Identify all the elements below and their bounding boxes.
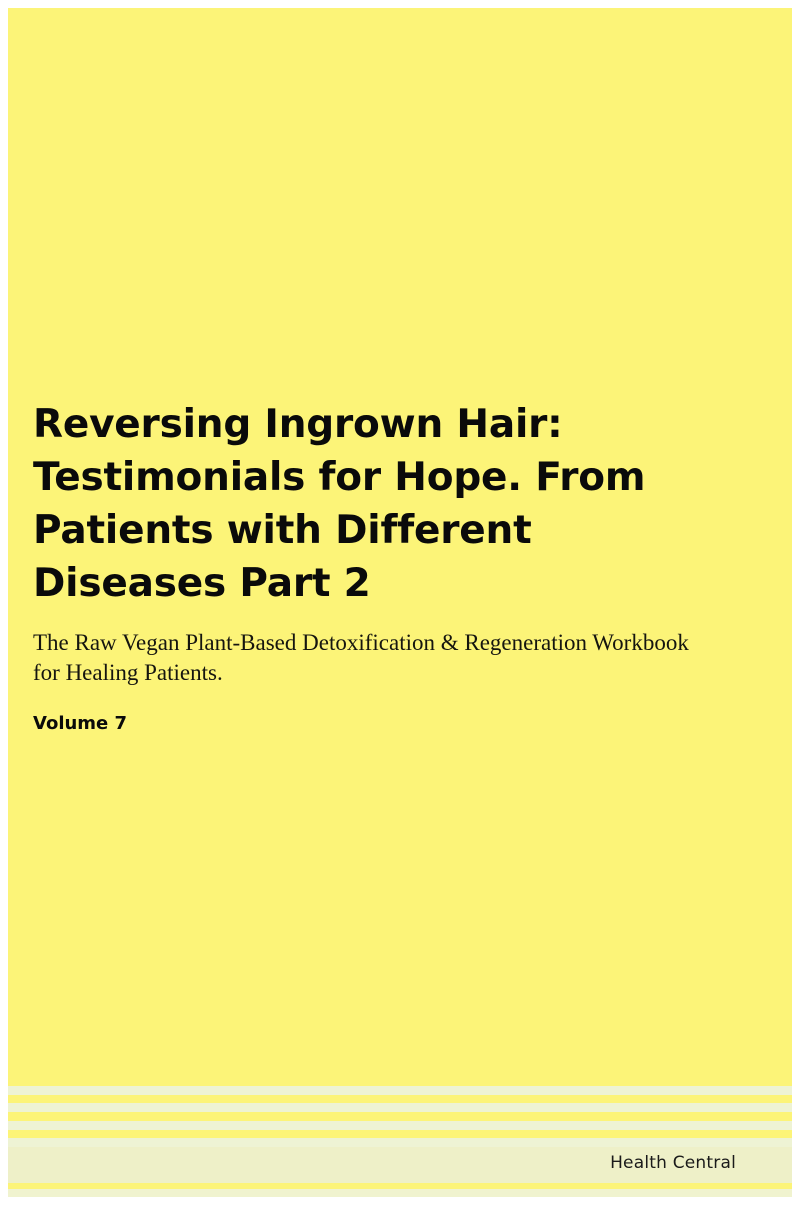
cover-title-block (33, 398, 733, 736)
stripe-7 (8, 1138, 792, 1147)
book-title: Reversing Ingrown Hair: Testimonials for Hope. From Patients with Different Diseases Part 2 (33, 402, 646, 606)
book-subtitle: The Raw Vegan Plant-Based Detoxification & Regeneration Workbook for Healing Patients. (33, 630, 689, 685)
stripe-10 (8, 1189, 792, 1197)
stripe-3 (8, 1103, 792, 1112)
stripe-2 (8, 1095, 792, 1103)
stripe-4 (8, 1112, 792, 1121)
stripe-1 (8, 1086, 792, 1095)
stripe-6 (8, 1130, 792, 1138)
publisher-name: Health Central (610, 1153, 736, 1173)
decorative-stripe-band (8, 1086, 792, 1197)
stripe-5 (8, 1121, 792, 1130)
cover-background (8, 8, 792, 1197)
book-volume: Volume 7 (33, 713, 128, 734)
